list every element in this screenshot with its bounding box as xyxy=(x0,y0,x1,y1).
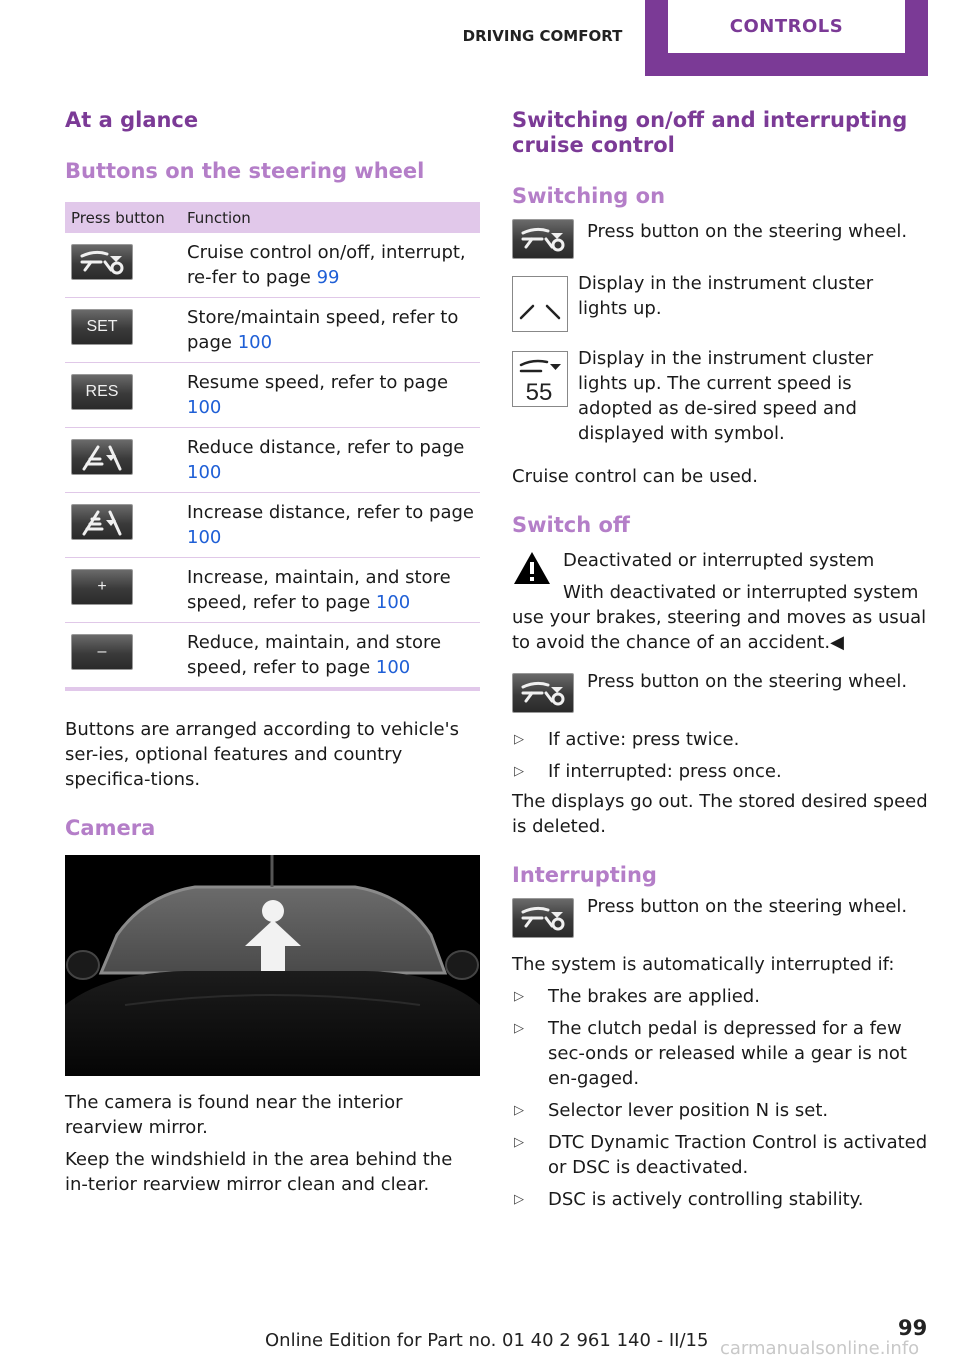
function-text: Store/maintain speed, refer to page xyxy=(187,307,459,353)
cruise-control-icon xyxy=(512,219,574,259)
bullet-triangle-icon: ▷ xyxy=(514,1103,524,1118)
table-row xyxy=(65,558,480,623)
button-cell xyxy=(65,298,181,363)
button-cell xyxy=(65,233,181,298)
button-cell xyxy=(65,623,181,690)
speed-display-icon xyxy=(512,351,568,407)
table-row xyxy=(65,298,480,363)
displays-out-text: The displays go out. The stored desired speed is deleted. xyxy=(512,791,928,837)
button-cell xyxy=(65,363,181,428)
display-step-2 xyxy=(512,348,932,446)
camera-windshield-photo xyxy=(65,855,480,1076)
section-title: DRIVING COMFORT xyxy=(462,27,623,45)
page-link[interactable]: 99 xyxy=(316,267,340,288)
button-cell xyxy=(65,558,181,623)
page-link[interactable]: 100 xyxy=(375,657,411,678)
table-row xyxy=(65,428,480,493)
function-text: Reduce distance, refer to page xyxy=(187,437,465,458)
list-item: ▷ If interrupted: press once. xyxy=(514,761,782,782)
page-link[interactable]: 100 xyxy=(237,332,273,353)
cruise-control-icon xyxy=(71,244,133,280)
table-row xyxy=(65,493,480,558)
list-item: ▷ The clutch pedal is depressed for a few sec-onds or released while a gear is not en-gaged. xyxy=(514,1018,907,1089)
svg-text:55: 55 xyxy=(525,379,553,406)
arrangement-note: Buttons are arranged according to vehicle's ser-ies, optional features and country specifica-tions. xyxy=(65,719,459,790)
increase-distance-icon xyxy=(71,504,133,540)
bullet-triangle-icon: ▷ xyxy=(514,732,524,747)
function-cell xyxy=(181,623,480,690)
press-button-text-2: Press button on the steering wheel. xyxy=(587,671,908,692)
warning-text: With deactivated or interrupted system use your brakes, steering and moves as usual to avoid the chance of an accident.◀ xyxy=(512,582,927,653)
list-item: ▷ Selector lever position N is set. xyxy=(514,1100,829,1121)
function-cell xyxy=(181,233,480,298)
camera-text-1: The camera is found near the interior rearview mirror. xyxy=(65,1092,403,1138)
watermark: carmanualsonline.info xyxy=(720,1338,920,1359)
table-row xyxy=(65,233,480,298)
switching-heading: Switching on/off and interrupting cruise control xyxy=(512,108,908,157)
button-cell xyxy=(65,493,181,558)
function-cell xyxy=(181,493,480,558)
display-text-2: Display in the instrument cluster lights up. The current speed is adopted as de-sired speed and displayed with symbol. xyxy=(578,348,874,444)
interrupt-bullets xyxy=(512,984,932,1212)
button-cell xyxy=(65,428,181,493)
right-column xyxy=(512,108,932,1219)
function-text: Cruise control on/off, interrupt, re-fer to page xyxy=(187,242,466,288)
press-button-text-1: Press button on the steering wheel. xyxy=(587,221,908,242)
table-row xyxy=(65,363,480,428)
list-item: ▷ If active: press twice. xyxy=(514,729,740,750)
col-press-button: Press button xyxy=(65,202,181,233)
function-cell xyxy=(181,428,480,493)
display-step-1 xyxy=(512,273,932,332)
steering-buttons-heading: Buttons on the steering wheel xyxy=(65,159,425,183)
bullet-triangle-icon: ▷ xyxy=(514,1135,524,1150)
chapter-title: CONTROLS xyxy=(668,0,905,53)
page-link[interactable]: 100 xyxy=(187,462,222,483)
cruise-control-icon xyxy=(512,898,574,938)
res-button: RES xyxy=(71,374,133,410)
camera-text-2: Keep the windshield in the area behind the in-terior rearview mirror clean and clear. xyxy=(65,1149,453,1195)
cruise-control-icon xyxy=(512,673,574,713)
switching-on-heading: Switching on xyxy=(512,184,666,208)
auto-interrupt-text: The system is automatically interrupted if: xyxy=(512,954,895,975)
bullet-triangle-icon: ▷ xyxy=(514,989,524,1004)
function-cell xyxy=(181,363,480,428)
at-a-glance-heading: At a glance xyxy=(65,108,199,132)
chapter-tab xyxy=(645,0,928,76)
warning-block xyxy=(512,548,932,655)
warning-triangle-icon xyxy=(512,550,552,586)
footer-edition: Online Edition for Part no. 01 40 2 961 140 - II/15 xyxy=(265,1330,709,1351)
display-text-1: Display in the instrument cluster lights up. xyxy=(578,273,874,319)
function-text: Resume speed, refer to page xyxy=(187,372,449,393)
set-button: SET xyxy=(71,309,133,345)
list-item: ▷ DSC is actively controlling stability. xyxy=(514,1189,864,1210)
press-button-text-3: Press button on the steering wheel. xyxy=(587,896,908,917)
left-column xyxy=(65,108,480,1197)
interrupting-heading: Interrupting xyxy=(512,863,657,887)
road-lines-display-icon xyxy=(512,276,568,332)
page-number: 99 xyxy=(898,1316,928,1340)
interrupt-step xyxy=(512,898,932,938)
plus-button: + xyxy=(71,569,133,605)
switch-on-step xyxy=(512,219,932,259)
bullet-triangle-icon: ▷ xyxy=(514,764,524,779)
list-item: ▷ The brakes are applied. xyxy=(514,986,760,1007)
list-item: ▷ DTC Dynamic Traction Control is activated or DSC is deactivated. xyxy=(514,1132,928,1178)
warning-title: Deactivated or interrupted system xyxy=(563,550,875,571)
col-function: Function xyxy=(181,202,480,233)
switch-off-bullets xyxy=(512,727,932,784)
page-link[interactable]: 100 xyxy=(375,592,411,613)
bullet-triangle-icon: ▷ xyxy=(514,1021,524,1036)
function-cell xyxy=(181,298,480,363)
function-text: Increase, maintain, and store speed, refer to page xyxy=(187,567,451,613)
page-link[interactable]: 100 xyxy=(187,527,222,548)
function-text: Reduce, maintain, and store speed, refer to page xyxy=(187,632,442,678)
page-link[interactable]: 100 xyxy=(187,397,222,418)
can-be-used-text: Cruise control can be used. xyxy=(512,466,758,487)
reduce-distance-icon xyxy=(71,439,133,475)
camera-location-dot xyxy=(262,900,284,922)
bullet-triangle-icon: ▷ xyxy=(514,1192,524,1207)
table-row xyxy=(65,623,480,690)
function-cell xyxy=(181,558,480,623)
camera-heading: Camera xyxy=(65,816,156,840)
buttons-table xyxy=(65,202,480,691)
switch-off-heading: Switch off xyxy=(512,513,630,537)
switch-off-step xyxy=(512,673,932,713)
function-text: Increase distance, refer to page xyxy=(187,502,474,523)
minus-button: – xyxy=(71,634,133,670)
